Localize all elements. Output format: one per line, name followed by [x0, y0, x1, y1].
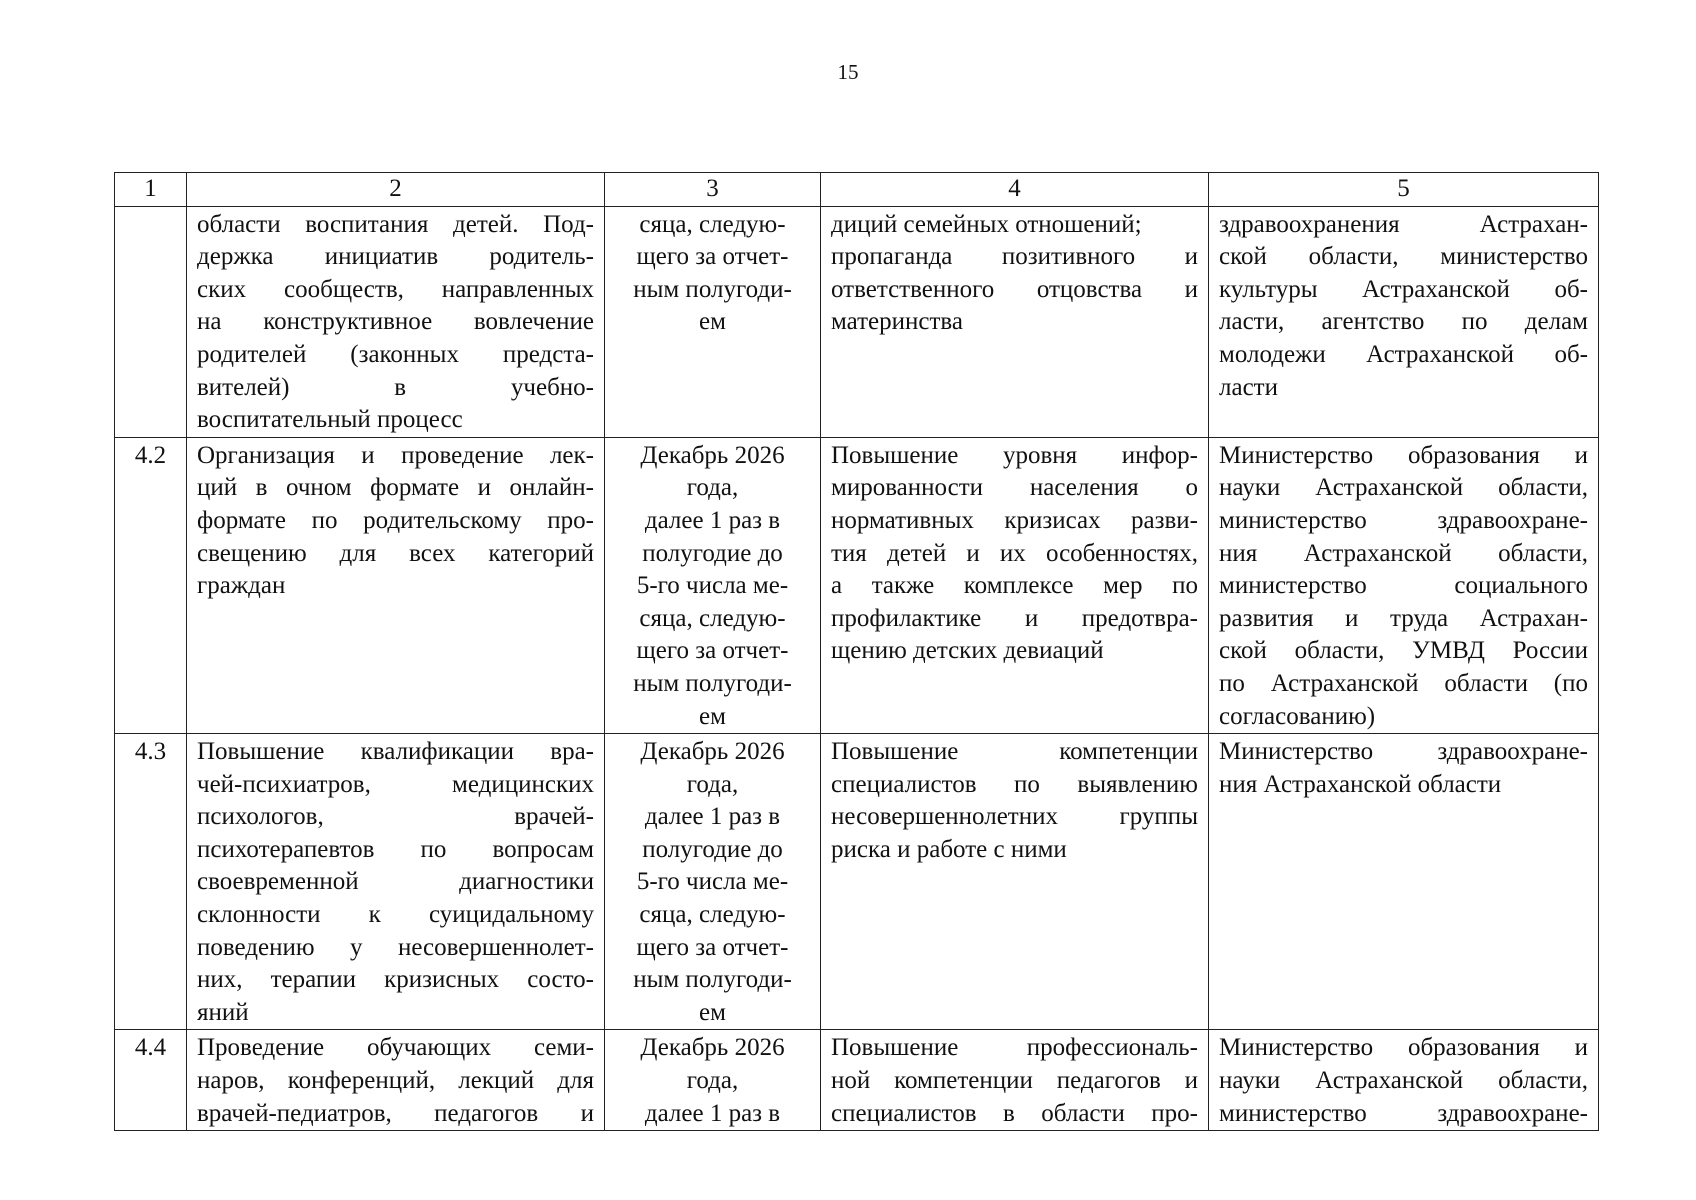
cell-line: ций в очном формате и онлайн-: [197, 474, 594, 502]
cell-line: а также комплексе мер по: [831, 572, 1198, 600]
cell-line: далее 1 раз в: [644, 506, 781, 534]
responsible-cell: [1209, 734, 1599, 1030]
cell-line: ным полугоди-: [633, 966, 792, 994]
cell-line: года,: [686, 1067, 739, 1095]
cell-line: мированности населения о: [831, 474, 1198, 502]
cell-line: психологов, врачей-: [197, 803, 594, 831]
cell-line: Повышение квалификации вра-: [197, 738, 594, 766]
cell-line: Проведение обучающих семи-: [197, 1034, 594, 1062]
cell-line: министерство социального: [1219, 572, 1588, 600]
cell-line: чей-психиатров, медицинских: [197, 770, 594, 798]
cell-line: Министерство здравоохране-: [1219, 738, 1588, 766]
cell-line: сяца, следую-: [639, 604, 786, 632]
cell-line: министерство здравоохране-: [1219, 1099, 1588, 1127]
cell-line: сяца, следую-: [639, 210, 786, 238]
row-number-cell: 4.2: [115, 437, 187, 733]
cell-line: Министерство образования и: [1219, 1034, 1588, 1062]
cell-line: Декабрь 2026: [640, 738, 785, 766]
cell-line: науки Астраханской области,: [1219, 1067, 1588, 1095]
cell-line: граждан: [197, 572, 286, 600]
column-header-2: 2: [187, 173, 605, 207]
cell-line: ем: [699, 998, 726, 1026]
cell-line: вителей) в учебно-: [197, 373, 594, 401]
cell-line: полугодие до: [642, 835, 783, 863]
cell-line: специалистов в области про-: [831, 1099, 1198, 1127]
cell-line: года,: [686, 474, 739, 502]
cell-line: ния Астраханской области,: [1219, 539, 1588, 567]
cell-line: ответственного отцовства и: [831, 275, 1198, 303]
cell-line: Декабрь 2026: [640, 1034, 785, 1062]
cell-line: Организация и проведение лек-: [197, 441, 594, 469]
table-header-row: [115, 173, 1599, 207]
activity-cell: [187, 734, 605, 1030]
responsible-cell: [1209, 437, 1599, 733]
cell-line: тия детей и их особенностях,: [831, 539, 1198, 567]
row-number-cell: [115, 206, 187, 437]
column-header-3: 3: [605, 173, 821, 207]
cell-line: согласованию): [1219, 702, 1376, 730]
cell-line: щего за отчет-: [636, 933, 789, 961]
cell-line: ских сообществ, направленных: [197, 275, 594, 303]
cell-line: науки Астраханской области,: [1219, 474, 1588, 502]
cell-line: Декабрь 2026: [640, 441, 785, 469]
result-cell: [821, 734, 1209, 1030]
cell-line: сяца, следую-: [639, 901, 786, 929]
cell-line: наров, конференций, лекций для: [197, 1067, 594, 1095]
cell-line: психотерапевтов по вопросам: [197, 835, 594, 863]
cell-line: ласти: [1219, 373, 1278, 401]
cell-line: года,: [686, 770, 739, 798]
cell-line: ской области, УМВД России: [1219, 637, 1588, 665]
deadline-cell: [605, 734, 821, 1030]
cell-line: развития и труда Астрахан-: [1219, 604, 1588, 632]
cell-line: диций семейных отношений;: [831, 210, 1142, 238]
cell-line: держка инициатив родитель-: [197, 243, 594, 271]
cell-line: формате по родительскому про-: [197, 506, 594, 534]
plan-table: [114, 172, 1599, 1131]
result-cell: [821, 437, 1209, 733]
cell-line: специалистов по выявлению: [831, 770, 1198, 798]
cell-line: пропаганда позитивного и: [831, 243, 1198, 271]
cell-line: Повышение компетенции: [831, 738, 1198, 766]
cell-line: Министерство образования и: [1219, 441, 1588, 469]
cell-line: нормативных кризисах разви-: [831, 506, 1198, 534]
cell-line: них, терапии кризисных состо-: [197, 966, 594, 994]
row-number-cell: 4.4: [115, 1030, 187, 1131]
cell-line: щего за отчет-: [636, 637, 789, 665]
cell-line: министерство здравоохране-: [1219, 506, 1588, 534]
cell-line: родителей (законных предста-: [197, 340, 594, 368]
cell-line: 5-го числа ме-: [636, 572, 789, 600]
column-header-1: 1: [115, 173, 187, 207]
cell-line: ем: [699, 702, 726, 730]
cell-line: Повышение профессиональ-: [831, 1034, 1198, 1062]
deadline-cell: [605, 437, 821, 733]
cell-line: ской области, министерство: [1219, 243, 1588, 271]
cell-line: свещению для всех категорий: [197, 539, 594, 567]
cell-line: врачей-педиатров, педагогов и: [197, 1099, 594, 1127]
activity-cell: [187, 206, 605, 437]
cell-line: материнства: [831, 308, 963, 336]
cell-line: склонности к суицидальному: [197, 901, 594, 929]
cell-line: щению детских девиаций: [831, 637, 1104, 665]
cell-line: ласти, агентство по делам: [1219, 308, 1588, 336]
cell-line: области воспитания детей. Под-: [197, 210, 594, 238]
row-number-cell: 4.3: [115, 734, 187, 1030]
table-row: [115, 437, 1599, 733]
deadline-cell: [605, 1030, 821, 1131]
cell-line: ной компетенции педагогов и: [831, 1067, 1198, 1095]
result-cell: [821, 1030, 1209, 1131]
cell-line: культуры Астраханской об-: [1219, 275, 1588, 303]
cell-line: по Астраханской области (по: [1219, 669, 1588, 697]
cell-line: яний: [197, 998, 249, 1026]
cell-line: воспитательный процесс: [197, 406, 463, 434]
table-row: [115, 206, 1599, 437]
cell-line: 5-го числа ме-: [636, 868, 789, 896]
cell-line: риска и работе с ними: [831, 835, 1067, 863]
cell-line: Повышение уровня инфор-: [831, 441, 1198, 469]
cell-line: полугодие до: [642, 539, 783, 567]
column-header-4: 4: [821, 173, 1209, 207]
deadline-cell: [605, 206, 821, 437]
table-row: [115, 1030, 1599, 1131]
cell-line: далее 1 раз в: [644, 803, 781, 831]
cell-line: ем: [699, 308, 726, 336]
responsible-cell: [1209, 206, 1599, 437]
cell-line: здравоохранения Астрахан-: [1219, 210, 1588, 238]
cell-line: ния Астраханской области: [1219, 770, 1502, 798]
page-number: 15: [837, 60, 859, 84]
cell-line: на конструктивное вовлечение: [197, 308, 594, 336]
activity-cell: [187, 437, 605, 733]
column-header-5: 5: [1209, 173, 1599, 207]
cell-line: профилактике и предотвра-: [831, 604, 1198, 632]
cell-line: молодежи Астраханской об-: [1219, 340, 1588, 368]
cell-line: далее 1 раз в: [644, 1099, 781, 1127]
cell-line: своевременной диагностики: [197, 868, 594, 896]
activity-cell: [187, 1030, 605, 1131]
cell-line: ным полугоди-: [633, 669, 792, 697]
cell-line: несовершеннолетних группы: [831, 803, 1198, 831]
responsible-cell: [1209, 1030, 1599, 1131]
cell-line: щего за отчет-: [636, 243, 789, 271]
result-cell: [821, 206, 1209, 437]
cell-line: ным полугоди-: [633, 275, 792, 303]
cell-line: поведению у несовершеннолет-: [197, 933, 594, 961]
table-row: [115, 734, 1599, 1030]
